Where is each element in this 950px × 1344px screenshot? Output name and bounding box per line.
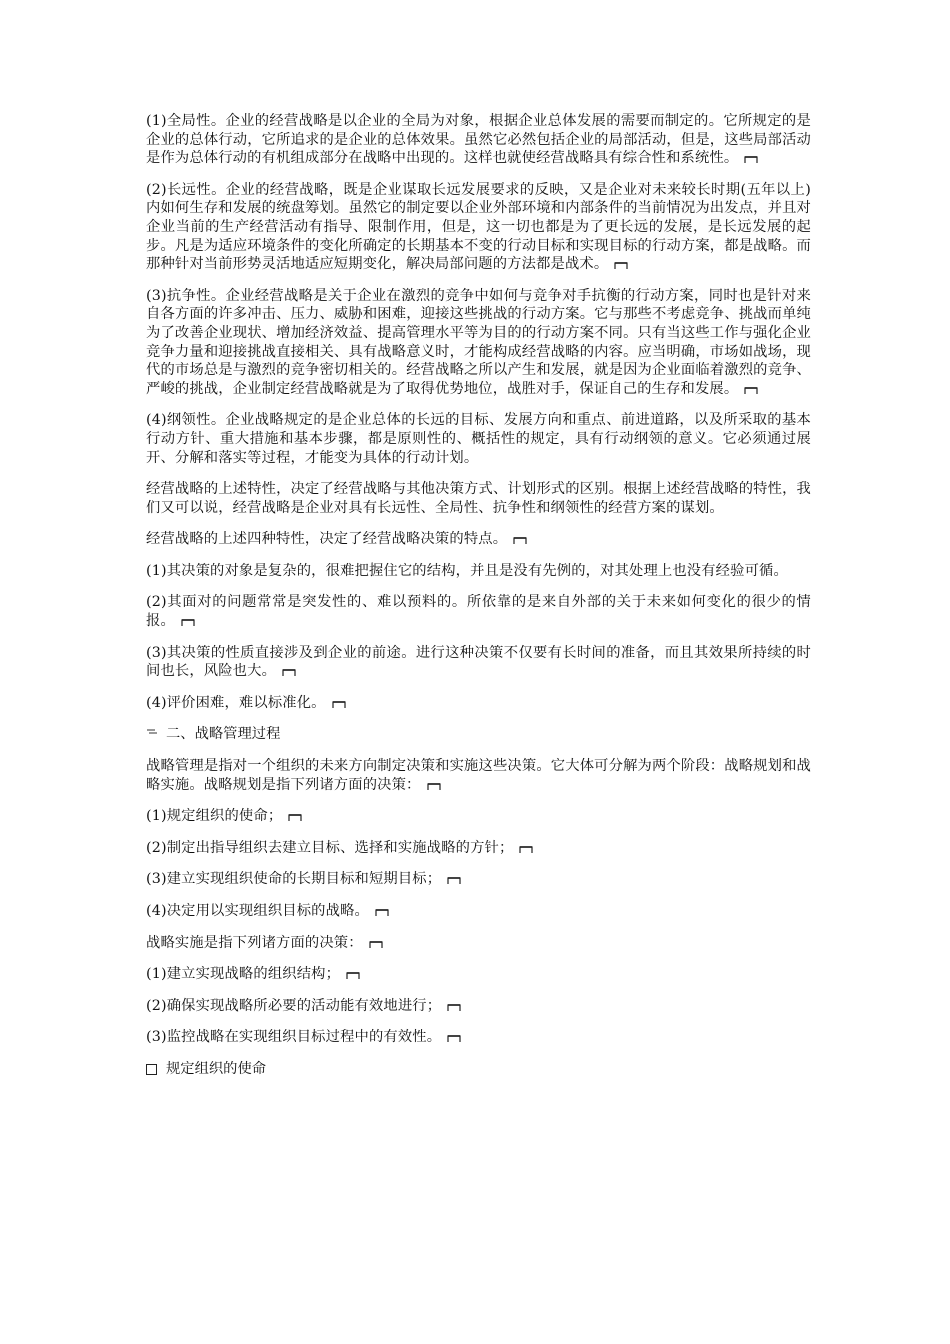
paragraph-mark-icon [375, 908, 389, 917]
paragraph-mark-icon [332, 700, 346, 709]
paragraph-mark-icon [346, 971, 360, 980]
list-item-text: (2)确保实现战略所必要的活动能有效地进行； [146, 997, 442, 1014]
list-item-text: (4)决定用以实现组织目标的战略。 [146, 903, 369, 919]
list-item-text: (3)监控战略在实现组织目标过程中的有效性。 [146, 1029, 442, 1046]
list-item-text: (3)建立实现组织使命的长期目标和短期目标； [146, 871, 442, 888]
paragraph-strategic-management [146, 757, 811, 794]
checkbox-item [146, 1060, 811, 1079]
section-heading-text: 二、战略管理过程 [166, 726, 281, 743]
paragraph-text: 经营战略的上述四种特性，决定了经营战略决策的特点。 [146, 531, 508, 548]
list-item [146, 839, 811, 858]
document-body [146, 112, 811, 1079]
paragraph-text: (4)评价困难，难以标准化。 [146, 694, 326, 711]
paragraph-mark-icon [744, 155, 758, 164]
paragraph-text: (1)其决策的对象是复杂的，很难把握住它的结构，并且是没有先例的，对其处理上也没有经验可循。 [146, 562, 788, 579]
paragraph-programmatic [146, 411, 811, 467]
paragraph-mark-icon [447, 1034, 461, 1043]
paragraph-feature-1 [146, 562, 811, 581]
paragraph-mark-icon [288, 813, 302, 822]
paragraph-text: (3)抗争性。企业经营战略是关于企业在激烈的竞争中如何与竞争对手抗衡的行动方案，同时也是针对来自各方面的许多冲击、压力、威胁和困难，迎接这些挑战的行动方案。它与那些不考虑竞争、挑战而单纯为了改善企业现状、增加经济效益、提高管理水平等为目的的行动方案不同。只有当这些工作与强化企业竞争力量和迎接挑战直接相关、具有战略意义时，才能构成经营战略的内容。应当明确，市场如战场，现代的市场总是与激烈的竞争密切相关的。经营战略之所以产生和发展，就是因为企业面临着激烈的竞争、严峻的挑战，企业制定经营战略就是为了取得优势地位，战胜对手，保证自己的生存和发展。 [146, 287, 811, 397]
paragraph-text: (1)全局性。企业的经营战略是以企业的全局为对象，根据企业总体发展的需要而制定的。它所规定的是企业的总体行动，它所追求的是企业的总体效果。虽然它必然包括企业的局部活动，但是，这些局部活动是作为总体行动的有机组成部分在战略中出现的。这样也就使经营战略具有综合性和系统性。 [146, 113, 811, 167]
paragraph-text: (4)纲领性。企业战略规定的是企业总体的长远的目标、发展方向和重点、前进道路，以及所采取的基本行动方针、重大措施和基本步骤，都是原则性的、概括性的规定，具有行动纲领的意义。它必须通过展开、分解和落实等过程，才能变为具体的行动计划。 [146, 412, 811, 466]
paragraph-long-term [146, 181, 811, 274]
section-heading [146, 725, 811, 744]
paragraph-mark-icon [282, 668, 296, 677]
paragraph-text: 经营战略的上述特性，决定了经营战略与其他决策方式、计划形式的区别。根据上述经营战略的特性，我们又可以说，经营战略是企业对具有长远性、全局性、抗争性和纲领性的经营方案的谋划。 [146, 481, 811, 516]
list-item [146, 965, 811, 984]
paragraph-mark-icon [519, 845, 533, 854]
paragraph-mark-icon [513, 536, 527, 545]
paragraph-mark-icon [427, 782, 441, 791]
list-item-text: (1)建立实现战略的组织结构； [146, 966, 341, 983]
paragraph-competitiveness [146, 287, 811, 399]
paragraph-decision-features [146, 530, 811, 549]
paragraph-text: (3)其决策的性质直接涉及到企业的前途。进行这种决策不仅要有长时间的准备，而且其效果所持续的时间也长，风险也大。 [146, 644, 811, 680]
list-item-text: (1)规定组织的使命； [146, 808, 283, 825]
paragraph-feature-2 [146, 593, 811, 630]
paragraph-mark-icon [447, 876, 461, 885]
paragraph-text: 战略实施是指下列诸方面的决策： [146, 934, 363, 951]
paragraph-mark-icon [614, 261, 628, 270]
paragraph-mark-icon [447, 1003, 461, 1012]
list-item [146, 870, 811, 889]
checkbox-item-text: 规定组织的使命 [166, 1060, 267, 1077]
paragraph-text: (2)长远性。企业的经营战略，既是企业谋取长远发展要求的反映，又是企业对未来较长时期(五年以上)内如何生存和发展的统盘筹划。虽然它的制定要以企业外部环境和内部条件的当前情况为出发点，并且对企业当前的生产经营活动有指导、限制作用，但是，这一切也都是为了更长远的发展，是长远发展的起步。凡是为适应环境条件的变化所确定的长期基本不变的行动目标和实现目标的行动方案，都是战略。而那种针对当前形势灵活地适应短期变化，解决局部问题的方法都是战术。 [146, 181, 811, 273]
paragraph-mark-icon [744, 386, 758, 395]
paragraph-feature-3 [146, 644, 811, 681]
paragraph-mark-icon [369, 940, 383, 949]
list-item-text: (2)制定出指导组织去建立目标、选择和实施战略的方针； [146, 839, 514, 856]
paragraph-text: 战略管理是指对一个组织的未来方向制定决策和实施这些决策。它大体可分解为两个阶段：战略规划和战略实施。战略规划是指下列诸方面的决策： [146, 758, 811, 793]
paragraph-globality [146, 112, 811, 168]
paragraph-characteristics [146, 480, 811, 517]
paragraph-feature-4 [146, 694, 811, 713]
list-item [146, 807, 811, 826]
checkbox-icon [146, 1064, 157, 1075]
list-item [146, 902, 811, 921]
heading-marker-icon [146, 725, 160, 744]
list-item [146, 1028, 811, 1047]
list-item [146, 997, 811, 1016]
paragraph-text: (2)其面对的问题常常是突发性的、难以预料的。所依靠的是来自外部的关于未来如何变化的很少的情报。 [146, 594, 811, 630]
paragraph-strategy-implementation [146, 934, 811, 953]
paragraph-mark-icon [181, 618, 195, 627]
